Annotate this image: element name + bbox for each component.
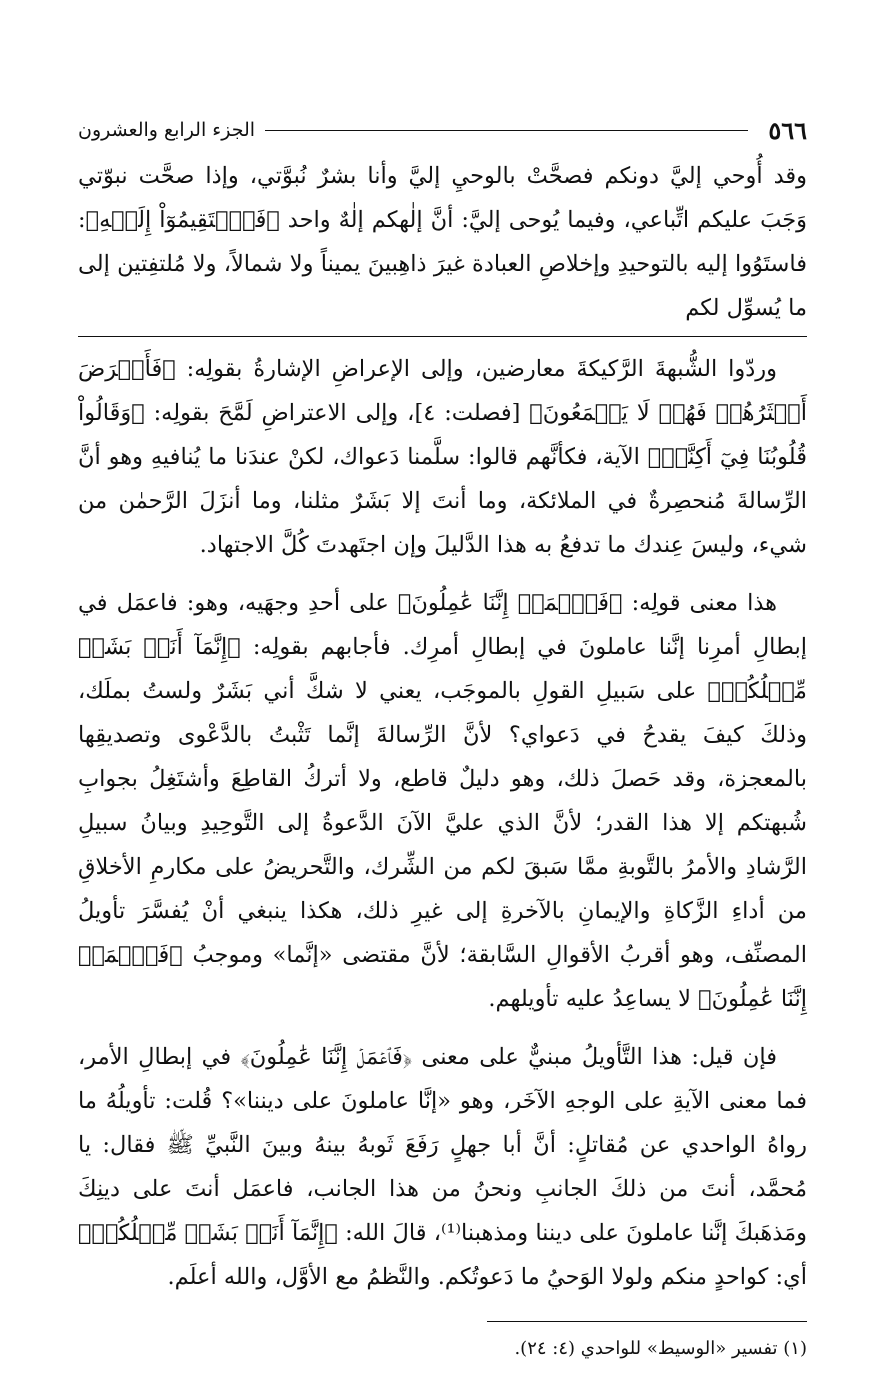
upper-paragraph: وقد أُوحي إليَّ دونكم فصحَّتْ بالوحيِ إليَّ وأنا بشرٌ نُبوَّتي، وإذا صحَّت نبوّتي وَجَبَ عليكم اتِّباعي، وفيما يُوحى إليَّ: أنَّ إلٰهكم إلٰهٌ واحد ﴿فَٱسۡتَقِيمُوٓاْ إِلَيۡهِ﴾: فاستَوُوا إليه بالتوحيدِ وإخلاصِ العبادة غيرَ ذاهِبينَ يميناً ولا شمالاً، ولا مُلتفِتين إلى ما يُسوِّل لكم <box>78 163 807 321</box>
running-title: الجزء الرابع والعشرون <box>78 119 256 141</box>
commentary-paragraph-2: هذا معنى قولِه: ﴿فَٱعۡمَلۡ إِنَّنَا عَٰمِلُونَ﴾ على أحدِ وجهَيه، وهو: فاعمَل في إبطالِ أمرِنا إنَّنا عاملونَ في إبطالِ أمرِك. فأجابهم بقولِه: ﴿إِنَّمَآ أَنَا۠ بَشَرٞ مِّثۡلُكُمۡ﴾ على سَبيلِ القولِ بالموجَب، يعني لا شكَّ أني بَشَرٌ ولستُ بملَك، وذلكَ كيفَ يقدحُ في دَعواي؟ لأنَّ الرِّسالةَ إنَّما تَثْبتُ بالدَّعْوى وتصديقِها بالمعجزة، وقد حَصلَ ذلك، وهو دليلٌ قاطع، ولا أتركُ القاطِعَ وأشتَغِلُ بجوابِ شُبهتكم إلا هذا القدر؛ لأنَّ الذي عليَّ الآنَ الدَّعوةُ إلى التَّوحِيدِ وبيانُ سبيلِ الرَّشادِ والأمرُ بالتَّوبةِ ممَّا سَبقَ لكم من الشِّرك، والتَّحريضُ على مكارمِ الأخلاقِ من أداءِ الزَّكاةِ والإيمانِ بالآخرةِ إلى غيرِ ذلك، هكذا ينبغي أنْ يُفسَّرَ تأويلُ المصنِّف، وهو أقربُ الأقوالِ السَّابقة؛ لأنَّ مقتضى «إنَّما» وموجبُ ﴿فَٱعۡمَلۡ إِنَّنَا عَٰمِلُونَ﴾ لا يساعِدُ عليه تأويلهم. <box>78 590 807 1012</box>
text-separator-rule <box>78 336 807 337</box>
footnote-rule <box>487 1321 807 1322</box>
page-number: ٥٦٦ <box>768 115 807 145</box>
commentary-paragraph-1: وردّوا الشُّبهةَ الرَّكيكةَ معارضين، وإلى الإعراضِ الإشارةُ بقولِه: ﴿فَأَعۡرَضَ أَكۡثَرُهُمۡ فَهُمۡ لَا يَسۡمَعُونَ﴾ [فصلت: ٤]، وإلى الاعتراضِ لَمَّحَ بقولِه: ﴿وَقَالُواْ قُلُوبُنَا فِيٓ أَكِنَّةٖ﴾ الآية، فكأنَّهم قالوا: سلَّمنا دَعواك، لكنْ عندَنا ما يُنافيهِ وهو أنَّ الرِّسالةَ مُنحصِرةٌ في الملائكة، وما أنتَ إلا بَشَرٌ مثلنا، وما أنزَلَ الرَّحمٰن من شيء، وليسَ عِندك ما تدفعُ به هذا الدَّليلَ وإن اجتَهدتَ كُلَّ الاجتهاد. <box>78 356 807 558</box>
footnote: (١) تفسير «الوسيط» للواحدي (٤: ٢٤). <box>514 1338 807 1359</box>
commentary-text <box>78 347 807 1299</box>
running-header <box>78 110 807 150</box>
upper-text <box>78 154 807 330</box>
commentary-paragraph-3: فإن قيل: هذا التَّأويلُ مبنيٌّ على معنى ﴿فَٱعۡمَلۡ إِنَّنَا عَٰمِلُونَ﴾ في إبطالِ الأمر، فما معنى الآيةِ على الوجهِ الآخَر، وهو «إنَّا عاملونَ على ديننا»؟ قُلت: تأويلُهُ ما رواهُ الواحدي عن مُقاتلٍ: أنَّ أبا جهلٍ رَفَعَ ثَوبهُ بينهُ وبينَ النَّبيِّ ﷺ فقال: يا مُحمَّد، أنتَ من ذلكَ الجانبِ ونحنُ من هذا الجانب، فاعمَل أنتَ على دينِكَ ومَذهَبكَ إنَّنا عاملونَ على ديننا ومذهبنا⁽¹⁾، قالَ الله: ﴿إِنَّمَآ أَنَا۠ بَشَرٞ مِّثۡلُكُمۡ﴾ أي: كواحدٍ منكم ولولا الوَحيُ ما دَعوتُكم. والنَّظمُ مع الأوَّل، والله أعلَم. <box>78 1044 808 1290</box>
header-rule <box>265 130 748 131</box>
